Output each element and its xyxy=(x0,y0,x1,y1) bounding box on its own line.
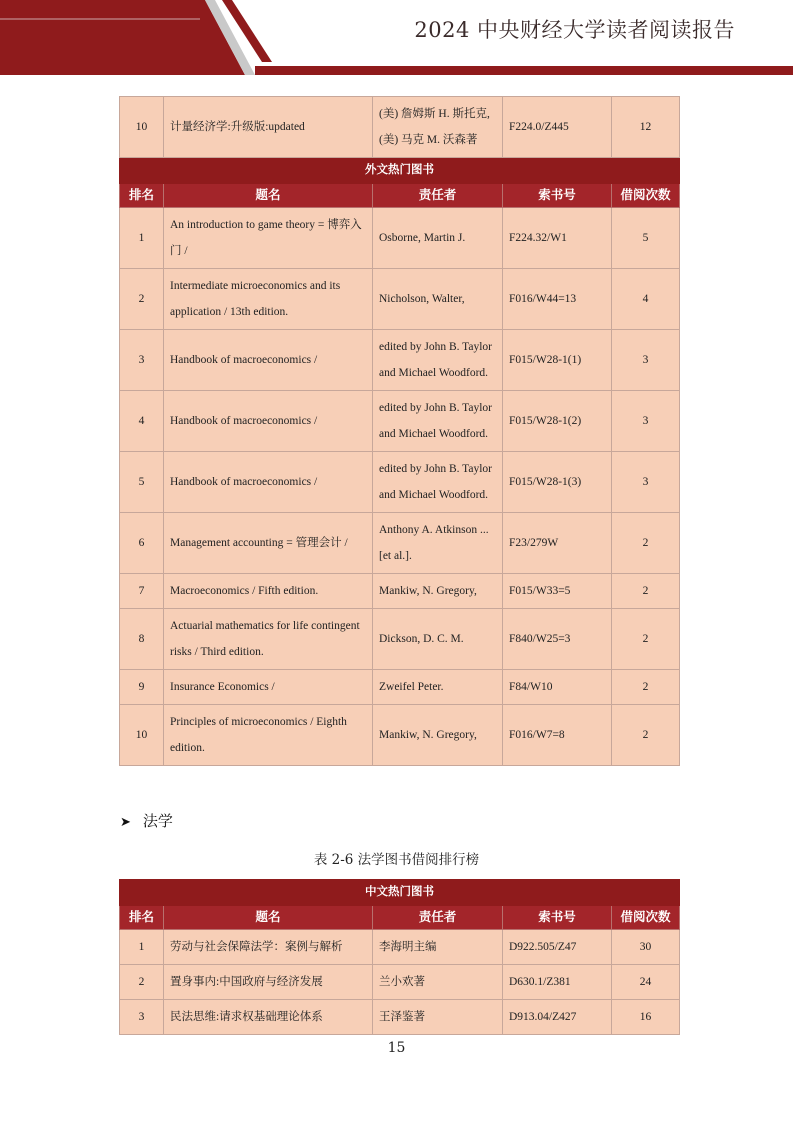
column-header: 责任者 xyxy=(373,184,503,208)
call-number-cell: D630.1/Z381 xyxy=(503,965,612,1000)
borrow-count-cell: 16 xyxy=(612,1000,680,1035)
table-row xyxy=(120,574,680,609)
rank-cell: 4 xyxy=(120,391,164,452)
title-cell: Insurance Economics / xyxy=(164,670,373,705)
section-label: 外文热门图书 xyxy=(120,158,680,184)
rank-cell: 8 xyxy=(120,609,164,670)
call-number-cell: F840/W25=3 xyxy=(503,609,612,670)
author-cell: Anthony A. Atkinson ...[et al.]. xyxy=(373,513,503,574)
rank-cell: 10 xyxy=(120,705,164,766)
table-header-row xyxy=(120,906,680,930)
section-heading-law xyxy=(120,810,173,831)
column-header: 责任者 xyxy=(373,906,503,930)
borrow-count-cell: 12 xyxy=(612,97,680,158)
author-cell: Mankiw, N. Gregory, xyxy=(373,705,503,766)
borrow-count-cell: 30 xyxy=(612,930,680,965)
rank-cell: 2 xyxy=(120,269,164,330)
author-cell: (美) 詹姆斯 H. 斯托克, (美) 马克 M. 沃森著 xyxy=(373,97,503,158)
borrow-count-cell: 4 xyxy=(612,269,680,330)
section-label: 中文热门图书 xyxy=(120,880,680,906)
title-cell: 计量经济学:升级版:updated xyxy=(164,97,373,158)
table-row xyxy=(120,705,680,766)
title-cell: Macroeconomics / Fifth edition. xyxy=(164,574,373,609)
table-row xyxy=(120,330,680,391)
rank-cell: 3 xyxy=(120,1000,164,1035)
title-cell: Handbook of macroeconomics / xyxy=(164,391,373,452)
call-number-cell: F84/W10 xyxy=(503,670,612,705)
report-title: 2024 中央财经大学读者阅读报告 xyxy=(414,18,735,42)
title-cell: Actuarial mathematics for life contingent risks / Third edition. xyxy=(164,609,373,670)
column-header: 借阅次数 xyxy=(612,184,680,208)
table-header-row xyxy=(120,184,680,208)
title-cell: 民法思维:请求权基础理论体系 xyxy=(164,1000,373,1035)
author-cell: 王泽鉴著 xyxy=(373,1000,503,1035)
section-heading-label: 法学 xyxy=(142,812,173,830)
rank-cell: 9 xyxy=(120,670,164,705)
title-cell: 劳动与社会保障法学：案例与解析 xyxy=(164,930,373,965)
table-row xyxy=(120,391,680,452)
author-cell: Zweifel Peter. xyxy=(373,670,503,705)
table-row xyxy=(120,609,680,670)
call-number-cell: F016/W44=13 xyxy=(503,269,612,330)
table-row xyxy=(120,452,680,513)
borrow-count-cell: 3 xyxy=(612,452,680,513)
title-cell: Intermediate microeconomics and its application / 13th edition. xyxy=(164,269,373,330)
table-row xyxy=(120,208,680,269)
author-cell: Dickson, D. C. M. xyxy=(373,609,503,670)
borrow-count-cell: 2 xyxy=(612,609,680,670)
call-number-cell: D913.04/Z427 xyxy=(503,1000,612,1035)
rank-cell: 6 xyxy=(120,513,164,574)
table-row xyxy=(120,965,680,1000)
table-row xyxy=(120,97,680,158)
rank-cell: 7 xyxy=(120,574,164,609)
call-number-cell: F015/W28-1(1) xyxy=(503,330,612,391)
rank-cell: 5 xyxy=(120,452,164,513)
title-cell: Management accounting = 管理会计 / xyxy=(164,513,373,574)
call-number-cell: F23/279W xyxy=(503,513,612,574)
call-number-cell: F224.0/Z445 xyxy=(503,97,612,158)
section-row xyxy=(120,880,680,906)
author-cell: 兰小欢著 xyxy=(373,965,503,1000)
table-row xyxy=(120,930,680,965)
borrow-count-cell: 2 xyxy=(612,513,680,574)
borrow-count-cell: 2 xyxy=(612,705,680,766)
author-cell: edited by John B. Taylor and Michael Woodford. xyxy=(373,452,503,513)
call-number-cell: D922.505/Z47 xyxy=(503,930,612,965)
author-cell: edited by John B. Taylor and Michael Woodford. xyxy=(373,391,503,452)
call-number-cell: F016/W7=8 xyxy=(503,705,612,766)
page-number: 15 xyxy=(387,1040,406,1056)
table-row xyxy=(120,1000,680,1035)
title-cell: Principles of microeconomics / Eighth edition. xyxy=(164,705,373,766)
title-cell: An introduction to game theory = 博弈入门 / xyxy=(164,208,373,269)
borrow-count-cell: 24 xyxy=(612,965,680,1000)
call-number-cell: F015/W28-1(3) xyxy=(503,452,612,513)
borrow-count-cell: 3 xyxy=(612,391,680,452)
rank-cell: 3 xyxy=(120,330,164,391)
law-ranking-table xyxy=(119,879,680,1035)
column-header: 索书号 xyxy=(503,184,612,208)
title-cell: Handbook of macroeconomics / xyxy=(164,452,373,513)
borrow-count-cell: 2 xyxy=(612,670,680,705)
column-header: 排名 xyxy=(120,184,164,208)
author-cell: edited by John B. Taylor and Michael Woodford. xyxy=(373,330,503,391)
author-cell: Mankiw, N. Gregory, xyxy=(373,574,503,609)
title-cell: 置身事内:中国政府与经济发展 xyxy=(164,965,373,1000)
column-header: 排名 xyxy=(120,906,164,930)
section-row xyxy=(120,158,680,184)
column-header: 题名 xyxy=(164,184,373,208)
rank-cell: 2 xyxy=(120,965,164,1000)
arrow-bullet-icon: ➤ xyxy=(120,815,131,830)
borrow-count-cell: 5 xyxy=(612,208,680,269)
table-row xyxy=(120,670,680,705)
rank-cell: 1 xyxy=(120,930,164,965)
call-number-cell: F015/W28-1(2) xyxy=(503,391,612,452)
borrow-count-cell: 2 xyxy=(612,574,680,609)
rank-cell: 10 xyxy=(120,97,164,158)
economics-ranking-table xyxy=(119,96,680,766)
column-header: 借阅次数 xyxy=(612,906,680,930)
author-cell: Osborne, Martin J. xyxy=(373,208,503,269)
table-caption: 表 2-6 法学图书借阅排行榜 xyxy=(313,852,480,868)
column-header: 题名 xyxy=(164,906,373,930)
call-number-cell: F015/W33=5 xyxy=(503,574,612,609)
table-row xyxy=(120,269,680,330)
rank-cell: 1 xyxy=(120,208,164,269)
title-cell: Handbook of macroeconomics / xyxy=(164,330,373,391)
table-row xyxy=(120,513,680,574)
call-number-cell: F224.32/W1 xyxy=(503,208,612,269)
author-cell: Nicholson, Walter, xyxy=(373,269,503,330)
author-cell: 李海明主编 xyxy=(373,930,503,965)
column-header: 索书号 xyxy=(503,906,612,930)
borrow-count-cell: 3 xyxy=(612,330,680,391)
